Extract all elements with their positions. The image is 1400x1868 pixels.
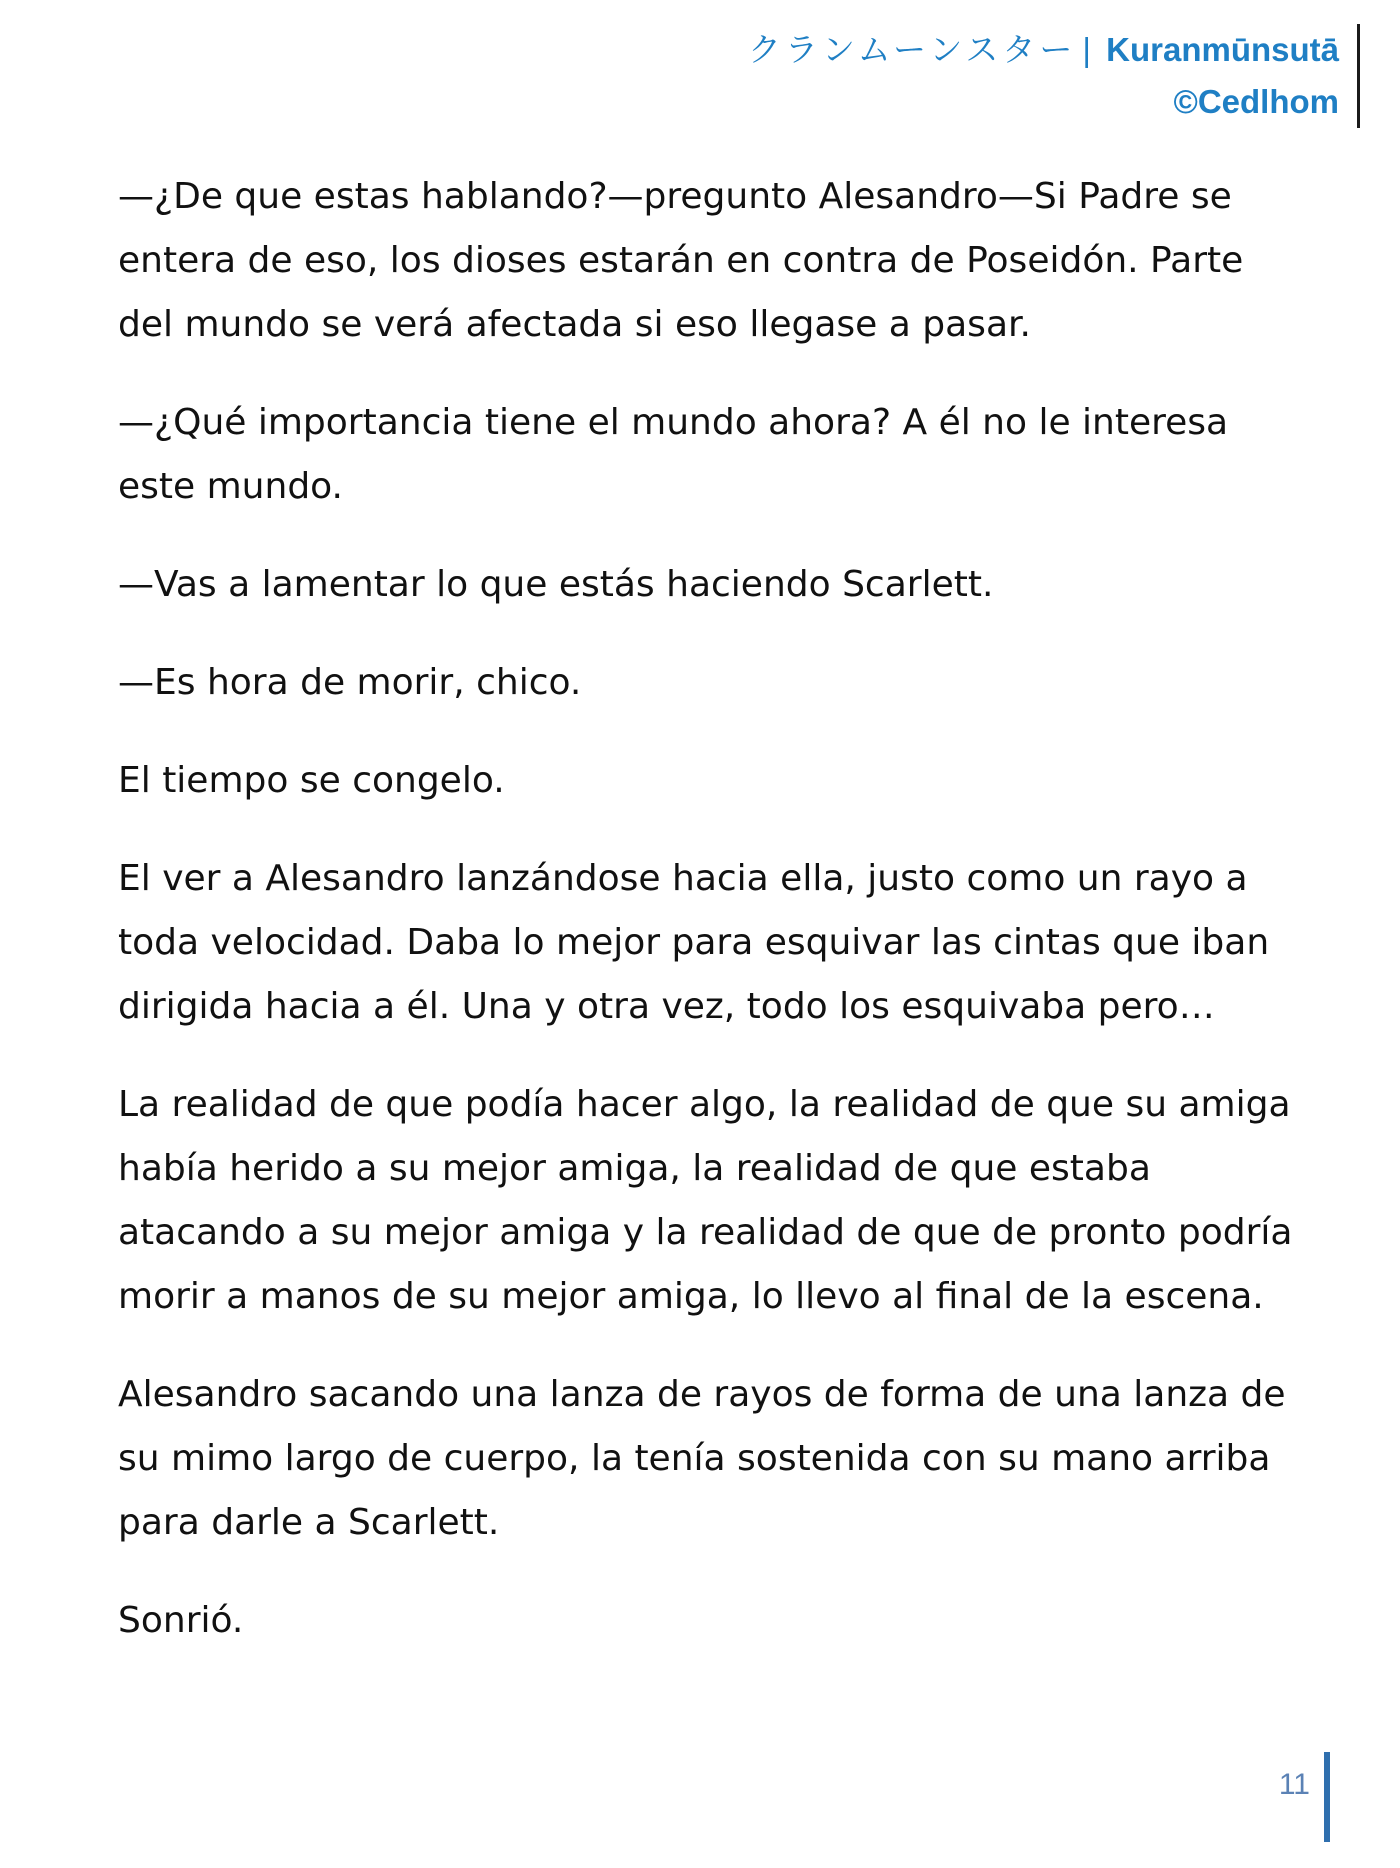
page-number: 11 xyxy=(1279,1752,1330,1842)
paragraph: La realidad de que podía hacer algo, la realidad de que su amiga había herido a su mejor amiga, la realidad de que estaba atacando a su mejor amiga y la realidad de que de pronto podría morir a manos de su mejor amiga, lo llevo al final de la escena. xyxy=(118,1084,1293,1317)
page-header xyxy=(748,24,1360,128)
paragraph: —¿Qué importancia tiene el mundo ahora? A él no le interesa este mundo. xyxy=(118,402,1229,507)
header-title-line xyxy=(748,24,1339,76)
header-copyright: ©Cedlhom xyxy=(1173,83,1339,120)
paragraph: Sonrió. xyxy=(118,1600,244,1641)
paragraph: El tiempo se congelo. xyxy=(118,760,505,801)
header-title-japanese: クランムーンスター xyxy=(748,31,1077,68)
paragraph: —Vas a lamentar lo que estás haciendo Scarlett. xyxy=(118,564,994,605)
paragraph: —¿De que estas hablando?—pregunto Alesandro—Si Padre se entera de eso, los dioses estarán en contra de Poseidón. Parte del mundo se verá afectada si eso llegase a pasar. xyxy=(118,176,1244,345)
paragraph: —Es hora de morir, chico. xyxy=(118,662,582,703)
paragraph: El ver a Alesandro lanzándose hacia ella, justo como un rayo a toda velocidad. Daba lo mejor para esquivar las cintas que iban dirigida hacia a él. Una y otra vez, todo los esquivaba pero… xyxy=(118,858,1270,1027)
document-body xyxy=(118,165,1298,1687)
header-title-romaji: Kuranmūnsutā xyxy=(1106,31,1339,68)
header-separator: | xyxy=(1082,31,1091,68)
paragraph: Alesandro sacando una lanza de rayos de forma de una lanza de su mimo largo de cuerpo, la tenía sostenida con su mano arriba para darle a Scarlett. xyxy=(118,1374,1286,1543)
